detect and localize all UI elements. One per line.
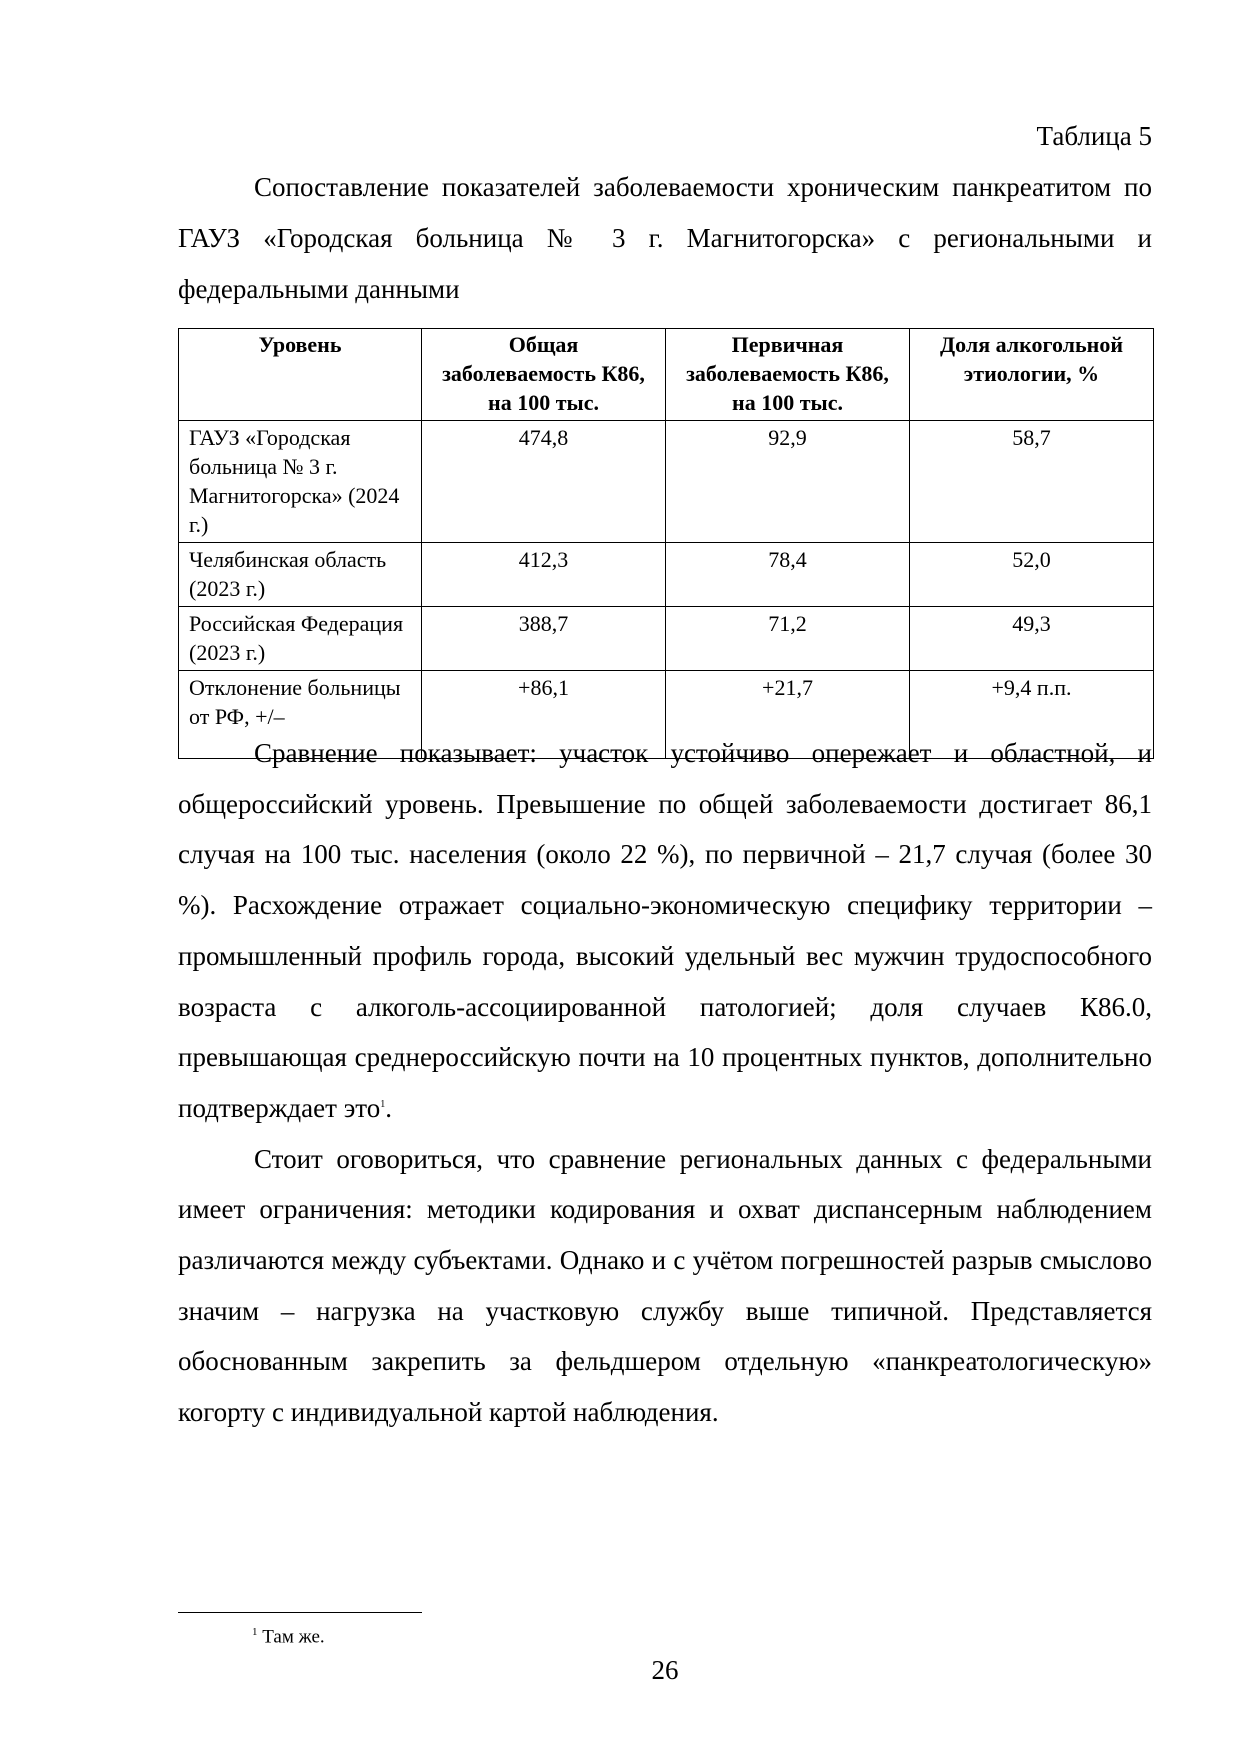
table-row bbox=[179, 543, 1154, 607]
table-cell: +9,4 п.п. bbox=[910, 671, 1154, 759]
footnote bbox=[252, 1620, 325, 1649]
table-row bbox=[179, 421, 1154, 543]
table-cell: 412,3 bbox=[422, 543, 666, 607]
table-header-row bbox=[179, 329, 1154, 421]
table-cell: 92,9 bbox=[666, 421, 910, 543]
table-cell: 58,7 bbox=[910, 421, 1154, 543]
footnote-reference[interactable]: 1 bbox=[380, 1098, 386, 1110]
footnote-marker: 1 bbox=[252, 1626, 258, 1638]
header-cell-primary-incidence: Первичная заболеваемость К86, на 100 тыс. bbox=[666, 329, 910, 421]
table-cell: Российская Федерация (2023 г.) bbox=[179, 607, 422, 671]
page-number: 26 bbox=[651, 1655, 679, 1685]
paragraph-text: Сравнение показывает: участок устойчиво опережает и областной, и общероссийский уровень. Превышение по общей заболеваемости достигает 86,1 случая на 100 тыс. населения (около 22 %), по первичной – 21,7 случая (более 30 %). Расхождение отражает социально-экономическую специфику территории – промышленный профиль города, высокий удельный вес мужчин трудоспособного возраста с алкоголь-ассоциированной патологией; доля случаев К86.0, превышающая среднероссийскую почти на 10 процентных пунктов, дополнительно подтверждает это bbox=[178, 738, 1152, 1123]
table-label: Таблица 5 bbox=[1036, 121, 1152, 151]
comparison-table bbox=[178, 328, 1154, 759]
header-cell-alcohol-share: Доля алкогольной этиологии, % bbox=[910, 329, 1154, 421]
table-cell: 49,3 bbox=[910, 607, 1154, 671]
header-cell-total-incidence: Общая заболеваемость К86, на 100 тыс. bbox=[422, 329, 666, 421]
paragraph bbox=[178, 728, 1152, 1134]
table-caption: Сопоставление показателей заболеваемости хроническим панкреатитом по ГАУЗ «Городская больница № 3 г. Магнитогорска» с региональными и федеральными данными bbox=[178, 172, 1152, 304]
footnote-separator bbox=[178, 1612, 422, 1613]
table-cell: Челябинская область (2023 г.) bbox=[179, 543, 422, 607]
body-text bbox=[178, 728, 1152, 1438]
table-cell: 71,2 bbox=[666, 607, 910, 671]
paragraph: Стоит оговориться, что сравнение региональных данных с федеральными имеет ограничения: методики кодирования и охват диспансерным наблюдением различаются между субъектами. Однако и с учётом погрешностей разрыв смыслово значим – нагрузка на участковую службу выше типичной. Представляется обоснованным закрепить за фельдшером отдельную «панкреатологическую» когорту с индивидуальной картой наблюдения. bbox=[178, 1143, 1152, 1428]
table-cell: ГАУЗ «Городская больница № 3 г. Магнитогорска» (2024 г.) bbox=[179, 421, 422, 543]
paragraph-end: . bbox=[385, 1092, 392, 1123]
table-cell: 388,7 bbox=[422, 607, 666, 671]
header-cell-level: Уровень bbox=[179, 329, 422, 421]
table-cell: Отклонение больницы от РФ, +/– bbox=[179, 671, 422, 759]
table-cell: +21,7 bbox=[666, 671, 910, 759]
table-cell: 474,8 bbox=[422, 421, 666, 543]
table-row bbox=[179, 607, 1154, 671]
table-cell: 78,4 bbox=[666, 543, 910, 607]
table-cell: 52,0 bbox=[910, 543, 1154, 607]
table-cell: +86,1 bbox=[422, 671, 666, 759]
footnote-text: Там же. bbox=[257, 1626, 325, 1648]
